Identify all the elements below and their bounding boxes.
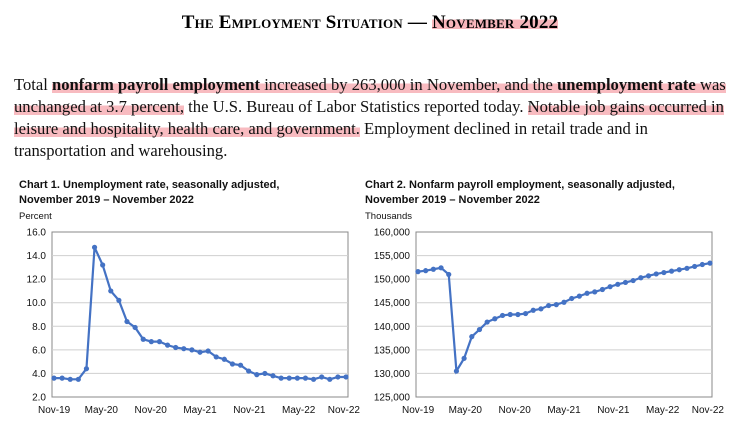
chart2-ylabel: Thousands (365, 211, 413, 222)
unemployment-term: unemployment rate (557, 75, 696, 94)
chart2-data-point (684, 266, 689, 271)
chart2-data-point (515, 312, 520, 317)
chart1-data-point (303, 376, 308, 381)
chart1-ytick-label: 4.0 (32, 368, 46, 380)
chart2-data-point (569, 296, 574, 301)
chart2-data-point (469, 334, 474, 339)
chart2-data-point (608, 284, 613, 289)
chart2-data-point (538, 306, 543, 311)
title-highlight: November 2022 (432, 12, 559, 33)
chart1-ytick-label: 6.0 (32, 345, 46, 357)
chart1-data-point (60, 376, 65, 381)
chart1-plot-area (52, 232, 348, 397)
chart1-data-point (246, 368, 251, 373)
chart2-data-point (477, 327, 482, 332)
page-title: The Employment Situation — November 2022 (181, 12, 559, 33)
chart2-xtick-label: May-22 (645, 405, 680, 416)
chart2-xtick-label: Nov-22 (691, 405, 724, 416)
chart2-plot-area (416, 232, 712, 397)
chart1-ytick-label: 16.0 (26, 227, 46, 239)
chart2-data-point (508, 312, 513, 317)
chart1-data-point (206, 348, 211, 353)
chart2-data-point (600, 287, 605, 292)
chart2-data-point (638, 275, 643, 280)
chart2-data-point (646, 273, 651, 278)
notable-gains-text: Notable job gains occurred in leisure and hospitality, health care, and government. (14, 97, 724, 138)
chart1-data-point (92, 245, 97, 250)
chart1-xtick-label: May-21 (183, 405, 217, 416)
chart2-data-point (677, 267, 682, 272)
chart1-data-point (343, 374, 348, 379)
chart1-data-point (141, 337, 146, 342)
chart2-data-point (654, 271, 659, 276)
nonfarm-term: nonfarm payroll employment (52, 75, 261, 94)
chart1-xtick-label: Nov-19 (38, 405, 71, 416)
chart1-data-point (189, 347, 194, 352)
chart1-xtick-label: May-20 (84, 405, 119, 416)
chart2-data-point (561, 300, 566, 305)
chart2-data-point (531, 308, 536, 313)
chart2-data-point (462, 356, 467, 361)
chart1-xtick-label: Nov-21 (233, 405, 266, 416)
chart1-ytick-label: 10.0 (26, 298, 46, 310)
chart2-data-point (584, 291, 589, 296)
chart1-data-point (149, 339, 154, 344)
chart1-data-point (214, 354, 219, 359)
chart1-data-point (238, 363, 243, 368)
chart2-data-point (623, 280, 628, 285)
chart2-xtick-label: Nov-20 (498, 405, 531, 416)
chart1-data-point (287, 376, 292, 381)
chart1-data-point (100, 262, 105, 267)
chart2-data-point (669, 269, 674, 274)
chart1-data-point (197, 350, 202, 355)
chart2-data-point (415, 269, 420, 274)
chart2-ytick-label: 140,000 (373, 321, 410, 333)
chart2-data-point (700, 262, 705, 267)
chart1-unemployment-rate (10, 222, 360, 422)
chart1-data-point (133, 325, 138, 330)
chart2-data-point (661, 270, 666, 275)
chart1-data-point (68, 377, 73, 382)
chart1-data-point (157, 339, 162, 344)
chart1-ytick-label: 12.0 (26, 274, 46, 286)
chart2-data-point (692, 264, 697, 269)
summary-paragraph: Total nonfarm payroll employment increased by 263,000 in November, and the unemployment rate was unchanged at 3.7 percent, the U.S. Bureau of Labor Statistics reported today. Notable job gains occurred in leisure and hospitality, health care, and government. Employment declined in retail trade and in transportation and warehousing. (14, 75, 726, 160)
chart2-title: Chart 2. Nonfarm payroll employment, seasonally adjusted, November 2019 – November 2022 (365, 179, 675, 206)
chart2-data-point (592, 289, 597, 294)
chart1-data-point (165, 343, 170, 348)
chart2-ytick-label: 155,000 (373, 251, 410, 263)
chart1-xtick-label: Nov-20 (134, 405, 167, 416)
chart2-ytick-label: 145,000 (373, 298, 410, 310)
chart1-data-point (51, 376, 56, 381)
chart2-xtick-label: Nov-19 (402, 405, 435, 416)
chart1-data-point (262, 371, 267, 376)
chart2-data-point (454, 368, 459, 373)
chart1-xtick-label: May-22 (281, 405, 316, 416)
chart1-data-point (279, 376, 284, 381)
chart1-data-point (76, 377, 81, 382)
chart1-data-point (335, 374, 340, 379)
chart2-ytick-label: 125,000 (373, 392, 410, 404)
chart2-xtick-label: May-20 (448, 405, 483, 416)
chart2-data-point (492, 316, 497, 321)
chart1-data-point (173, 345, 178, 350)
chart2-xtick-label: Nov-21 (597, 405, 630, 416)
chart1-data-point (222, 357, 227, 362)
chart1-data-point (84, 366, 89, 371)
chart2-nonfarm-payroll (360, 222, 730, 422)
chart1-ylabel: Percent (19, 211, 52, 222)
chart2-xtick-label: May-21 (547, 405, 581, 416)
chart2-data-point (554, 302, 559, 307)
chart2-data-point (631, 278, 636, 283)
chart2-data-point (431, 267, 436, 272)
chart1-data-point (181, 346, 186, 351)
chart2-ytick-label: 135,000 (373, 345, 410, 357)
chart1-xtick-label: Nov-22 (327, 405, 360, 416)
chart1-data-point (270, 373, 275, 378)
chart1-data-point (116, 298, 121, 303)
chart1-ytick-label: 14.0 (26, 251, 46, 263)
chart1-ytick-label: 8.0 (32, 321, 46, 333)
chart2-data-point (615, 282, 620, 287)
chart2-data-point (485, 319, 490, 324)
chart1-data-point (254, 372, 259, 377)
chart2-ytick-label: 130,000 (373, 368, 410, 380)
chart2-ytick-label: 150,000 (373, 274, 410, 286)
chart2-data-point (707, 261, 712, 266)
chart1-data-point (230, 361, 235, 366)
chart1-data-point (311, 377, 316, 382)
chart1-data-point (108, 288, 113, 293)
chart1-data-point (295, 376, 300, 381)
chart1-data-point (319, 374, 324, 379)
chart1-title: Chart 1. Unemployment rate, seasonally adjusted, November 2019 – November 2022 (19, 179, 280, 206)
chart2-ytick-label: 160,000 (373, 227, 410, 239)
chart2-data-point (438, 265, 443, 270)
chart2-data-point (423, 268, 428, 273)
chart2-data-point (577, 294, 582, 299)
chart2-data-point (546, 303, 551, 308)
chart1-data-point (124, 319, 129, 324)
chart1-data-point (327, 377, 332, 382)
chart1-ytick-label: 2.0 (32, 392, 46, 404)
chart2-data-point (500, 313, 505, 318)
chart2-data-point (523, 311, 528, 316)
chart2-data-point (446, 272, 451, 277)
